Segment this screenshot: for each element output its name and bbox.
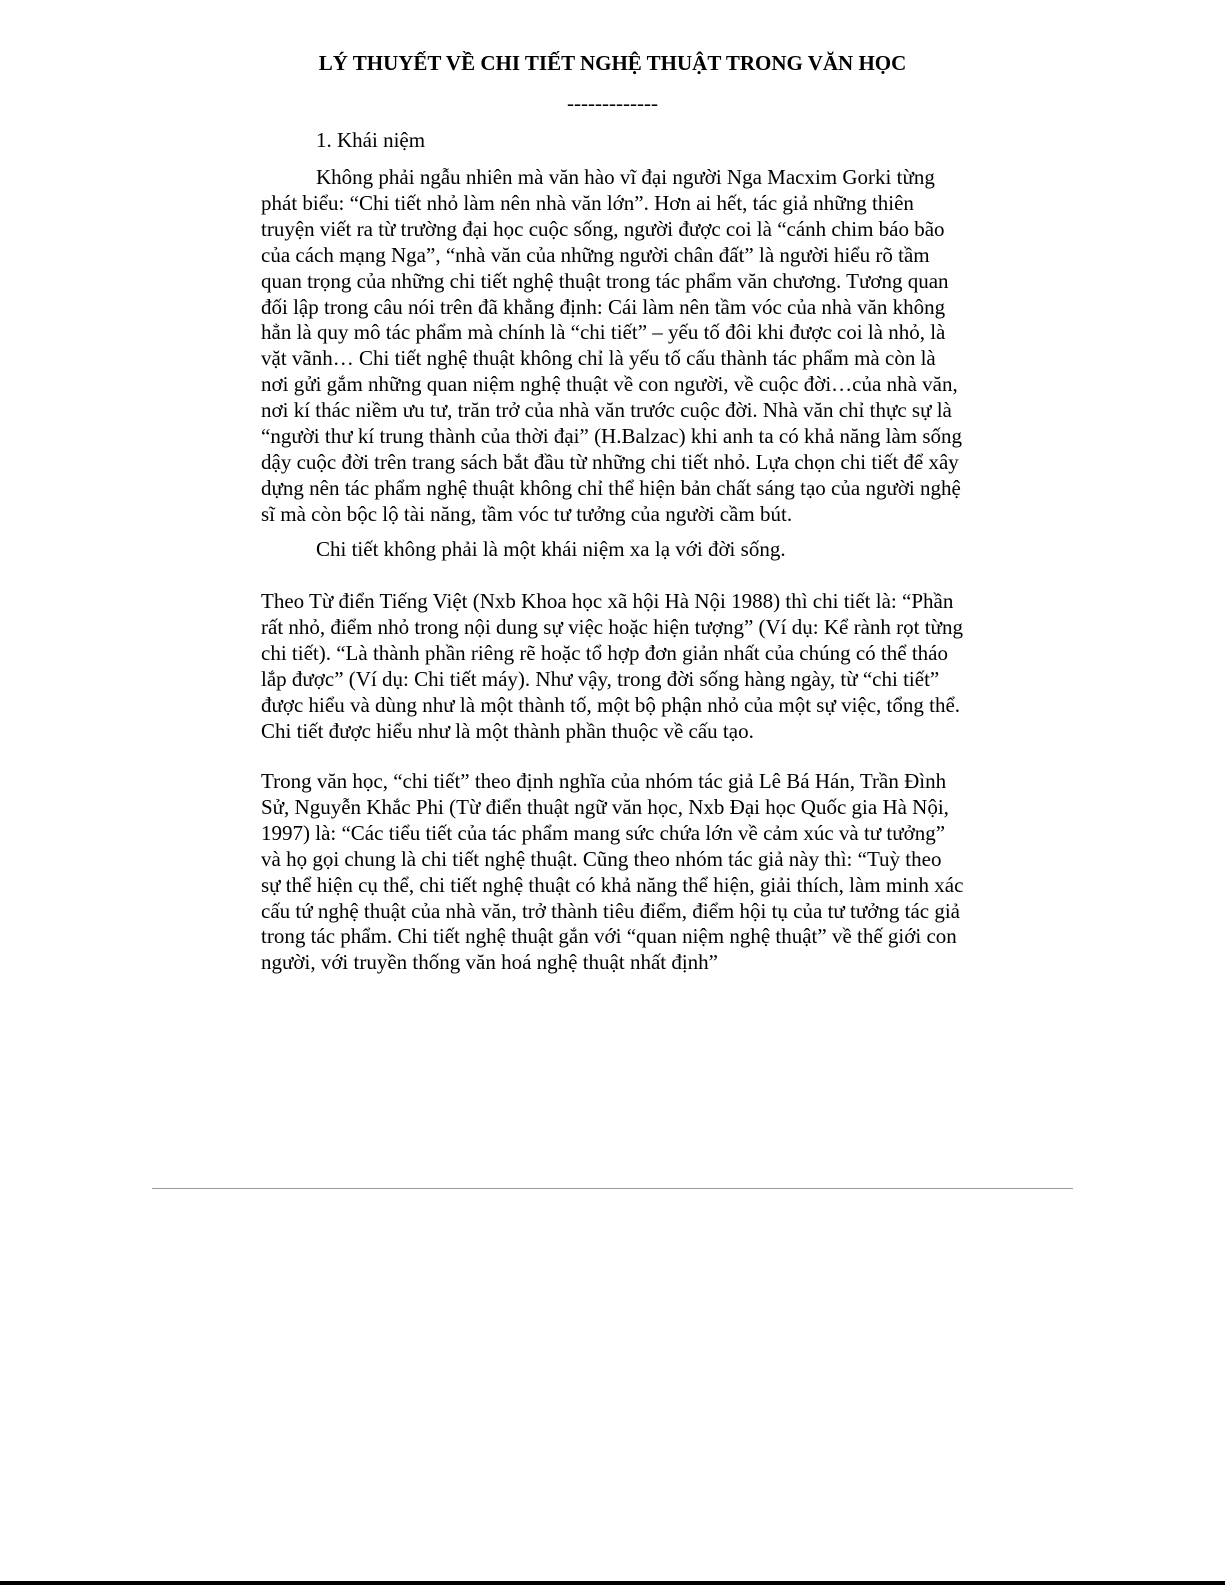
section-heading: 1. Khái niệm <box>316 128 426 152</box>
paragraph-literary-definition: Trong văn học, “chi tiết” theo định nghĩa của nhóm tác giả Lê Bá Hán, Trần Đình Sử, Nguyễn Khắc Phi (Từ điển thuật ngữ văn học, Nxb Đại học Quốc gia Hà Nội, 1997) là: “Các tiểu tiết của tác phẩm mang sức chứa lớn về cảm xúc và tư tưởng” và họ gọi chung là chi tiết nghệ thuật. Cũng theo nhóm tác giả này thì: “Tuỳ theo sự thể hiện cụ thể, chi tiết nghệ thuật có khả năng thể hiện, giải thích, làm minh xác cấu tứ nghệ thuật của nhà văn, trở thành tiêu điểm, điểm hội tụ của tư tưởng tác giả trong tác phẩm. Chi tiết nghệ thuật gắn với “quan niệm nghệ thuật” về thế giới con người, với truyền thống văn hoá nghệ thuật nhất định” <box>261 769 964 975</box>
page-bottom-edge <box>0 1581 1225 1585</box>
document-title: LÝ THUYẾT VỀ CHI TIẾT NGHỆ THUẬT TRONG VĂN HỌC <box>318 51 907 75</box>
paragraph-introduction: Không phải ngẫu nhiên mà văn hào vĩ đại người Nga Macxim Gorki từng phát biểu: “Chi tiết nhỏ làm nên nhà văn lớn”. Hơn ai hết, tác giả những thiên truyện viết ra từ trường đại học cuộc sống, người được coi là “cánh chim báo bão của cách mạng Nga”, “nhà văn của những người chân đất” là người hiểu rõ tầm quan trọng của những chi tiết nghệ thuật trong tác phẩm văn chương. Tương quan đối lập trong câu nói trên đã khẳng định: Cái làm nên tầm vóc của nhà văn không hẳn là quy mô tác phẩm mà chính là “chi tiết” – yếu tố đôi khi được coi là nhỏ, là vặt vãnh… Chi tiết nghệ thuật không chỉ là yếu tố cấu thành tác phẩm mà còn là nơi gửi gắm những quan niệm nghệ thuật về con người, về cuộc đời…của nhà văn, nơi kí thác niềm ưu tư, trăn trở của nhà văn trước cuộc đời. Nhà văn chỉ thực sự là “người thư kí trung thành của thời đại” (H.Balzac) khi anh ta có khả năng làm sống dậy cuộc đời trên trang sách bắt đầu từ những chi tiết nhỏ. Lựa chọn chi tiết để xây dựng nên tác phẩm nghệ thuật không chỉ thể hiện bản chất sáng tạo của người nghệ sĩ mà còn bộc lộ tài năng, tầm vóc tư tưởng của người cầm bút. <box>261 165 963 526</box>
title-divider: ------------- <box>567 91 658 115</box>
paragraph-dictionary-definition: Theo Từ điển Tiếng Việt (Nxb Khoa học xã hội Hà Nội 1988) thì chi tiết là: “Phần rất nhỏ, điểm nhỏ trong nội dung sự việc hoặc hiện tượng” (Ví dụ: Kể rành rọt từng chi tiết). “Là thành phần riêng rẽ hoặc tổ hợp đơn giản nhất của chúng có thể tháo lắp được” (Ví dụ: Chi tiết máy). Như vậy, trong đời sống hàng ngày, từ “chi tiết” được hiểu và dùng như là một thành tố, một bộ phận nhỏ của một sự việc, tổng thể. Chi tiết được hiểu như là một thành phần thuộc về cấu tạo. <box>261 589 963 743</box>
paragraph-concept-statement: Chi tiết không phải là một khái niệm xa lạ với đời sống. <box>316 537 786 561</box>
page-separator-line <box>152 1188 1073 1189</box>
